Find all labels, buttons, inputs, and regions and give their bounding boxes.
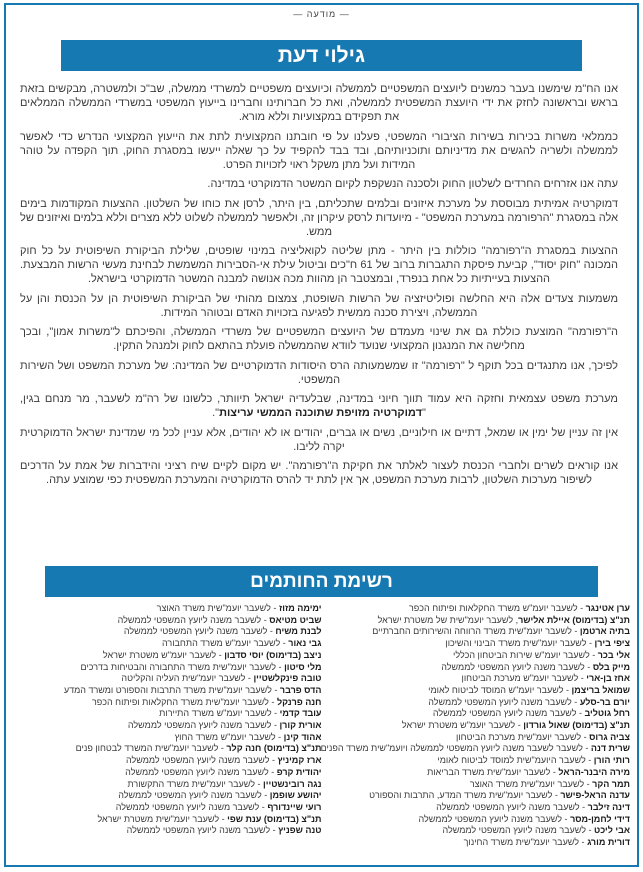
signer-name: ניצב (בדימוס) יוסי סדבון bbox=[224, 649, 322, 660]
signer-name: ארז קמיניץ bbox=[277, 755, 322, 766]
signer-name: מייק בלס bbox=[592, 661, 630, 672]
signer-name: תמר הקר bbox=[592, 778, 630, 789]
signer-name: לבנת משיח bbox=[275, 626, 322, 637]
signer-name: ציפי בירן bbox=[594, 638, 630, 649]
signer-item: דורית מורג - לשעבר יועמ"שית משרד החינוך bbox=[463, 837, 630, 848]
signer-name: גבי נאור bbox=[288, 638, 322, 649]
signer-name: תנ"צ (בדימוס) ענת שפי bbox=[227, 813, 322, 824]
signer-item: שביט מטיאס - לשעבר משנה ליועץ המשפטי לממשלה bbox=[117, 614, 322, 625]
signer-name: רותי הורן bbox=[593, 755, 630, 766]
signer-item: אלי בכר - לשעבר יועמ"ש שירות הביטחון הכללי bbox=[453, 649, 630, 660]
signer-name: תנ"צ (בדימוס) איילת אלישר bbox=[518, 614, 630, 625]
signer-name: עובד קדמי bbox=[279, 708, 322, 719]
signer-name: דידי לחמן-מסר bbox=[570, 813, 630, 824]
signer-item: מלי סיטון - לשעבר יועמ"שית משרד התחבורה והבטיחות בדרכים bbox=[80, 661, 322, 672]
signer-item: יהושע שופמן - לשעבר משנה ליועץ המשפטי לממשלה bbox=[118, 790, 322, 801]
signer-item: רחל גוטליב - לשעבר משנה ליועץ המשפטי לממשלה bbox=[432, 708, 630, 719]
signer-item: תמר הקר - לשעבר יועמ"שית משרד האוצר bbox=[469, 778, 630, 789]
signer-item: מייק בלס - לשעבר משנה ליועץ המשפטי לממשלה bbox=[441, 661, 630, 672]
signer-item: שרית דנה - לשעבר לשעבר משנה ליועץ המשפטי לממשלה ויועמ"שית משרד הפנים bbox=[320, 743, 630, 754]
signer-item: אורית קורן - לשעבר משנה ליועץ המשפטי לממשלה bbox=[127, 720, 322, 731]
signer-item: בתיה ארטמן - לשעבר יועמ"שית משרד הרווחה והשירותים החברתיים bbox=[372, 626, 630, 637]
signer-item: יהודית קרפ - לשעבר משנה ליועץ המשפטי לממשלה bbox=[125, 766, 322, 777]
signer-name: ימימה מזוז bbox=[278, 603, 322, 613]
statement-body bbox=[20, 82, 618, 493]
signers-heading: רשימת החותמים bbox=[250, 571, 393, 592]
signer-name: אלי בכר bbox=[597, 649, 630, 660]
signer-name: תנ"צ (בדימוס) חנה קלר bbox=[226, 743, 322, 754]
signer-name: שביט מטיאס bbox=[269, 614, 322, 625]
signer-item: שמואל בריצמן - לשעבר יועמ"ש המוסד לביטוח לאומי bbox=[428, 684, 630, 695]
signer-name: דורית מורג bbox=[587, 837, 630, 848]
signer-name: בתיה ארטמן bbox=[579, 626, 630, 637]
statement-paragraph: אין זה עניין של ימין או שמאל, דתיים או חילוניים, נשים או גברים, יהודים או לא יהודים, אלא עניין לכל מי שמדינת ישראל הדמוקרטית יקרה לליבו. bbox=[20, 426, 618, 453]
signer-name: אחז בן-ארי bbox=[586, 673, 630, 684]
title-banner bbox=[61, 40, 582, 71]
signer-item: מירה היבנר-הראל - לשעבר יועמ"שית משרד הבריאות bbox=[427, 766, 630, 777]
signer-name: עדנה הראל-פישר bbox=[560, 790, 630, 801]
signer-item: גבי נאור - לשעבר יועמ"ש משרד התחבורה bbox=[161, 638, 322, 649]
signers-list bbox=[13, 603, 630, 849]
signer-name: דינה זילבר bbox=[587, 801, 630, 812]
signer-name: יורם בר-סלע bbox=[579, 696, 630, 707]
signer-name: מלי סיטון bbox=[284, 661, 322, 672]
signer-name: שרית דנה bbox=[590, 743, 630, 754]
signer-name: צביה גרוס bbox=[589, 731, 630, 742]
signer-item: טובה פינקלשטיין - לשעבר יועמ"שית העליה והקליטה bbox=[121, 673, 322, 684]
signer-item: תנ"צ (בדימוס) חנה קלר - לשעבר יועמ"שית המשרד לבטחון פנים bbox=[75, 743, 322, 754]
statement-paragraph: משמעות צעדים אלה היא החלשה ופוליטיזציה של הרשות השופטת, צמצום מהותי של הביקורת השיפוטית הן על הכנסת והן על הממשלה, ויצירת סכנה ממשית לפגיעה בזכויות האדם ובטוהר המידות. bbox=[20, 292, 618, 319]
signer-item: תנ"צ (בדימוס) ענת שפי - לשעבר יועמ"שית משטרת ישראל bbox=[97, 813, 322, 824]
signers-banner bbox=[45, 566, 598, 597]
signer-name: אבי ליכט bbox=[594, 825, 630, 836]
signer-name: מירה היבנר-הראל bbox=[558, 766, 630, 777]
signer-item: נגה רובינשטיין - לשעבר יועמ"שית משרד התקשורת bbox=[127, 778, 322, 789]
signer-item: הדס פרבר - לשעבר יועמ"שית משרד התרבות והספורט ומשרד המדע bbox=[63, 684, 322, 695]
signer-name: טובה פינקלשטיין bbox=[253, 673, 322, 684]
statement-paragraph: דמוקרטיה אמיתית מבוססת על מערכת איזונים ובלמים שתכליתם, בין היתר, לרסן את כוחו של השלטון. ההצעות המקודמות בימים אלה במסגרת "הרפורמה במערכת המשפט" - מיועדות לרסק עיקרון זה, ולאפשר לממשלה לשלוט ללא מצרים וללא בלמים ואיזונים של ממש. bbox=[20, 197, 618, 238]
signer-item: דידי לחמן-מסר - לשעבר משנה ליועץ המשפטי לממשלה bbox=[418, 813, 630, 824]
signer-name: הדס פרבר bbox=[279, 684, 322, 695]
signer-name: נגה רובינשטיין bbox=[263, 778, 322, 789]
signer-item: ניצב (בדימוס) יוסי סדבון - לשעבר יועמ"ש משטרת ישראל bbox=[102, 649, 322, 660]
signer-item: עדנה הראל-פישר - לשעבר יועמ"שית משרד המדע, התרבות והספורט bbox=[369, 790, 630, 801]
signer-item: ציפי בירן - לשעבר יועמ"שית משרד הבינוי והשיכון bbox=[445, 638, 630, 649]
signer-item: אחז בן-ארי - לשעבר יועמ"ש מערכת הביטחון bbox=[461, 673, 630, 684]
signer-item: לבנת משיח - לשעבר משנה ליועץ המשפטי לממשלה bbox=[123, 626, 322, 637]
signer-item: יורם בר-סלע - לשעבר משנה ליועץ המשפטי לממשלה bbox=[428, 696, 630, 707]
signer-item: ימימה מזוז - לשעבר יועמ"שית משרד האוצר bbox=[156, 603, 322, 613]
page-title: גילוי דעת bbox=[277, 44, 366, 67]
signer-name: אהוד קינן bbox=[283, 731, 322, 742]
statement-paragraph: מערכת משפט עצמאית וחזקה היא עמוד תווך חיוני במדינה, שבלעדיה ישראל תיוותר, כלשונו של רה"מ לשעבר, מר מנחם בגין, "דמוקרטיה מזויפת שתוכנה הממשי עריצות". bbox=[20, 393, 618, 419]
signer-item: טנה שפניץ - לשעבר משנה ליועץ המשפטי לממשלה bbox=[126, 825, 322, 836]
signer-item: אבי ליכט - לשעבר משנה ליועץ המשפטי לממשלה bbox=[442, 825, 630, 836]
signer-item: תנ"צ (בדימוס) איילת אלישר, לשעבר יועמ"שית של משטרת ישראל bbox=[377, 614, 630, 625]
signer-item: רועי שיינדורף - לשעבר משנה ליועץ המשפטי לממשלה bbox=[115, 801, 322, 812]
signer-item: רותי הורן - לשעבר היועמ"שית למוסד לביטוח לאומי bbox=[437, 755, 630, 766]
statement-paragraph: ההצעות במסגרת ה"רפורמה" כוללות בין היתר - מתן שליטה לקואליציה במינוי שופטים, שלילת הביקורת השיפוטית על כל חוק המכונה "חוק יסוד", קביעת פיסקת התגברות ברוב של 61 ח"כים וביטול עילת אי-הסבירות המשמשת לבחינת מעשי הרשות המבצעת. ההצעות בעייתיות כל אחת בנפרד, ובמצטבר הן מהוות מכה אנושה למבנה המשטר הדמוקרטי בישראל. bbox=[20, 245, 618, 285]
signer-item: דינה זילבר - לשעבר משנה ליועץ המשפטי לממשלה bbox=[436, 801, 630, 812]
signer-name: טנה שפניץ bbox=[278, 825, 322, 836]
statement-paragraph: ה"רפורמה" המוצעת כוללת גם את שינוי מעמדם של היועצים המשפטיים של משרדי הממשלה, והפיכתם ל"משרות אמון", ובכך מחלישה את המנגנון המקצועי שנועד לוודא שהממשלה פועלת בהתאם לחוק ולמנהל התקין. bbox=[20, 326, 618, 352]
signer-item: אהוד קינן - לשעבר יועמ"ש משרד החוץ bbox=[174, 731, 322, 742]
signer-item: צביה גרוס - לשעבר יועמ"שית מערכת הביטחון bbox=[456, 731, 630, 742]
signer-name: תנ"צ (בדימוס) שאול גורדון bbox=[523, 720, 630, 731]
signer-name: אורית קורן bbox=[279, 720, 322, 731]
signer-name: רחל גוטליב bbox=[584, 708, 630, 719]
signer-name: יהודית קרפ bbox=[276, 766, 322, 777]
signer-item: ערן אטינגר - לשעבר יועמ"ש משרד החקלאות ופיתוח הכפר bbox=[409, 603, 630, 613]
signer-name: יהושע שופמן bbox=[269, 790, 322, 801]
statement-paragraph: לפיכך, אנו מתנגדים בכל תוקף ל "רפורמה" זו שמשמעותה הרס היסודות הדמוקרטיים של המדינה: של מערכת המשפט ושל השירות המשפטי. bbox=[20, 359, 618, 386]
signer-name: רועי שיינדורף bbox=[267, 801, 322, 812]
signer-name: חנה פרנקל bbox=[276, 696, 322, 707]
signer-item: תנ"צ (בדימוס) שאול גורדון - לשעבר יועמ"ש משטרת ישראל bbox=[401, 720, 630, 731]
signers-col-right bbox=[322, 603, 631, 849]
statement-paragraph: אנו הח"מ שימשנו בעבר כמשנים ליועצים המשפטיים לממשלה וכיועצים משפטיים למשרדי ממשלה, שב"כ ולמשטרה, מבקשים בזאת בראש ובראשונה לחזק את ידי היועצת המשפטית לממשלה, ואת כל חברותינו וחברינו בייעוץ המשפטי במשרדי הממשלה הממלאים את תפקידם במקצועיות וללא מורא. bbox=[20, 83, 618, 123]
signer-item: עובד קדמי - לשעבר יועמ"ש משרד התיירות bbox=[159, 708, 322, 719]
statement-paragraph: אנו קוראים לשרים ולחברי הכנסת לעצור לאלתר את חקיקת ה"רפורמה". יש מקום לקיים שיח רציני והידברות של אמת על הדרכים לשיפור מערכות השלטון, לרבות מערכת המשפט, אך אין לתת יד להרס הדמוקרטיה והמערכת המשפטית כפי שמוצע עתה. bbox=[20, 460, 618, 486]
statement-paragraph: כממלאי משרות בכירות בשירות הציבורי המשפטי, פעלנו על פי חובתנו המקצועית לתת את הייעוץ המקצועי הנדרש כדי לאפשר לממשלה ולשריה להגשים את מדיניותם ותוכניותיהם, ובד בבד להקפיד על כך שאלה ייעשו במסגרת החוק, תוך הקפדה על טוהר המידות ועל מתן משקל ראוי לזכויות הפרט. bbox=[20, 130, 618, 171]
notice-type-label: — מודעה — bbox=[293, 9, 350, 19]
signer-item: חנה פרנקל - לשעבר יועמ"שית משרד החקלאות ופיתוח הכפר bbox=[91, 696, 322, 707]
statement-paragraph: עתה אנו אזרחים החרדים לשלטון החוק ולסכנה הנשקפת לקיום המשטר הדמוקרטי במדינה. bbox=[207, 178, 618, 190]
signer-item: ארז קמיניץ - לשעבר משנה ליועץ המשפטי לממשלה bbox=[125, 755, 322, 766]
signer-name: ערן אטינגר bbox=[585, 603, 630, 613]
signer-name: שמואל בריצמן bbox=[571, 684, 630, 695]
signers-col-left bbox=[13, 603, 322, 849]
